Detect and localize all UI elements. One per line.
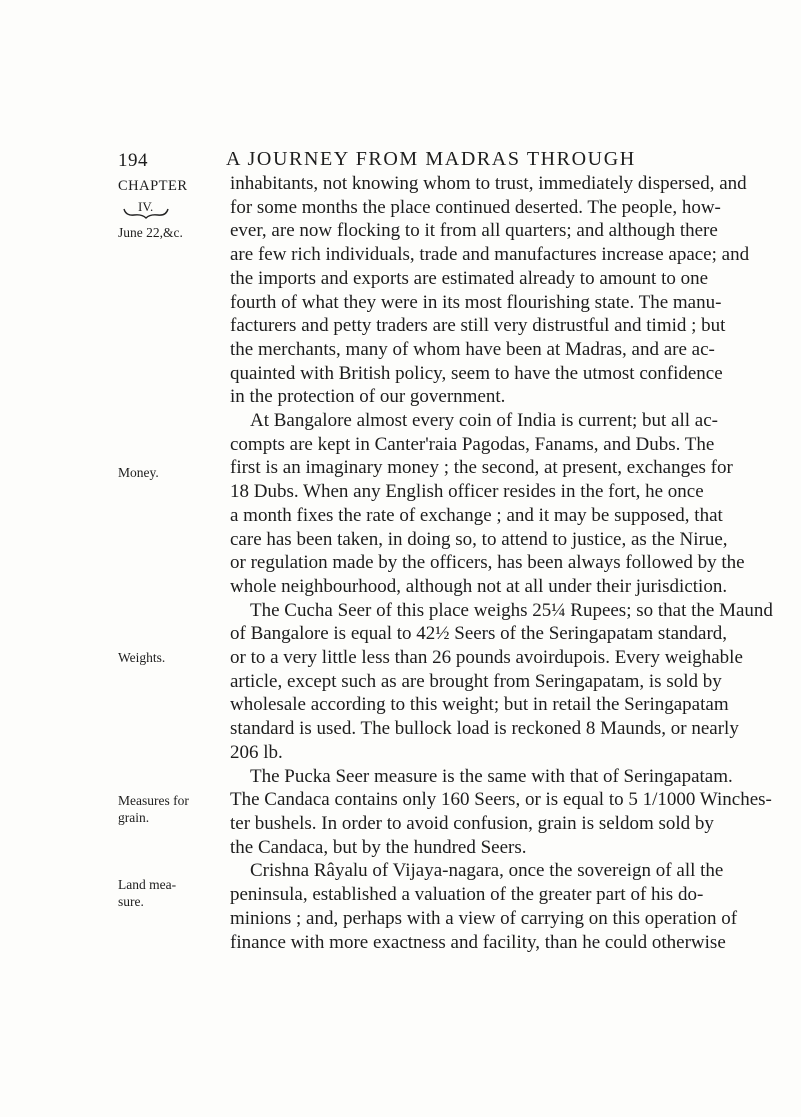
text-line: of Bangalore is equal to 42½ Seers of the Seringapatam standard, — [230, 623, 728, 645]
text-line: the Candaca, but by the hundred Seers. — [230, 836, 527, 858]
margin-chapter-number: IV. — [138, 199, 154, 214]
margin-date: June 22,&c. — [118, 225, 183, 240]
text-line: 206 lb. — [230, 741, 283, 763]
brace-ornament — [122, 207, 170, 219]
text-line: for some months the place continued deserted. The people, how- — [230, 196, 721, 218]
text-line: compts are kept in Canter'raia Pagodas, Fanams, and Dubs. The — [230, 433, 715, 455]
text-line: wholesale according to this weight; but in retail the Seringapatam — [230, 694, 729, 716]
text-line: care has been taken, in doing so, to attend to justice, as the Nirue, — [230, 528, 728, 550]
text-line: The Candaca contains only 160 Seers, or is equal to 5 1/1000 Winches- — [230, 789, 772, 811]
text-line: facturers and petty traders are still very distrustful and timid ; but — [230, 315, 726, 337]
text-line: minions ; and, perhaps with a view of carrying on this operation of — [230, 907, 738, 929]
text-line: ever, are now flocking to it from all quarters; and although there — [230, 220, 718, 242]
text-line: first is an imaginary money ; the second, at present, exchanges for — [230, 457, 733, 479]
margin-note-measures-line2: grain. — [118, 810, 150, 825]
text-line: 18 Dubs. When any English officer resides in the fort, he once — [230, 481, 704, 503]
margin-note-measures-line1: Measures for — [118, 793, 189, 808]
text-line: the merchants, many of whom have been at Madras, and are ac- — [230, 338, 715, 360]
margin-chapter-label: CHAPTER — [118, 178, 188, 194]
text-line: standard is used. The bullock load is reckoned 8 Maunds, or nearly — [230, 718, 739, 740]
text-line: article, except such as are brought from Seringapatam, is sold by — [230, 670, 722, 692]
margin-note-money: Money. — [118, 465, 159, 480]
text-line: a month fixes the rate of exchange ; and it may be supposed, that — [230, 504, 723, 526]
running-head: A JOURNEY FROM MADRAS THROUGH — [226, 148, 636, 170]
text-line: finance with more exactness and facility, than he could otherwise — [230, 931, 726, 953]
text-line: At Bangalore almost every coin of India is current; but all ac- — [250, 410, 718, 432]
margin-note-land — [118, 876, 210, 910]
text-line: The Pucka Seer measure is the same with that of Seringapatam. — [250, 765, 733, 787]
text-line: or regulation made by the officers, has been always followed by the — [230, 552, 745, 574]
text-line: ter bushels. In order to avoid confusion, grain is seldom sold by — [230, 812, 714, 834]
body-text — [230, 172, 773, 954]
text-line: Crishna Râyalu of Vijaya-nagara, once the sovereign of all the — [250, 860, 724, 882]
text-line: the imports and exports are estimated already to amount to one — [230, 267, 709, 289]
margin-note-land-line2: sure. — [118, 894, 144, 909]
margin-note-weights: Weights. — [118, 650, 166, 665]
text-line: quainted with British policy, seem to have the utmost confidence — [230, 362, 723, 384]
text-line: in the protection of our government. — [230, 386, 506, 408]
text-line: The Cucha Seer of this place weighs 25¼ Rupees; so that the Maund — [250, 599, 773, 621]
text-line: or to a very little less than 26 pounds avoirdupois. Every weighable — [230, 647, 743, 669]
text-line: inhabitants, not knowing whom to trust, immediately dispersed, and — [230, 173, 747, 194]
margin-note-measures — [118, 792, 210, 826]
text-line: peninsula, established a valuation of the greater part of his do- — [230, 884, 704, 906]
text-line: fourth of what they were in its most flourishing state. The manu- — [230, 291, 722, 313]
margin-note-land-line1: Land mea- — [118, 877, 177, 892]
text-line: are few rich individuals, trade and manufactures increase apace; and — [230, 244, 750, 266]
text-line: whole neighbourhood, although not at all under their jurisdiction. — [230, 575, 728, 597]
page-number: 194 — [118, 150, 148, 171]
